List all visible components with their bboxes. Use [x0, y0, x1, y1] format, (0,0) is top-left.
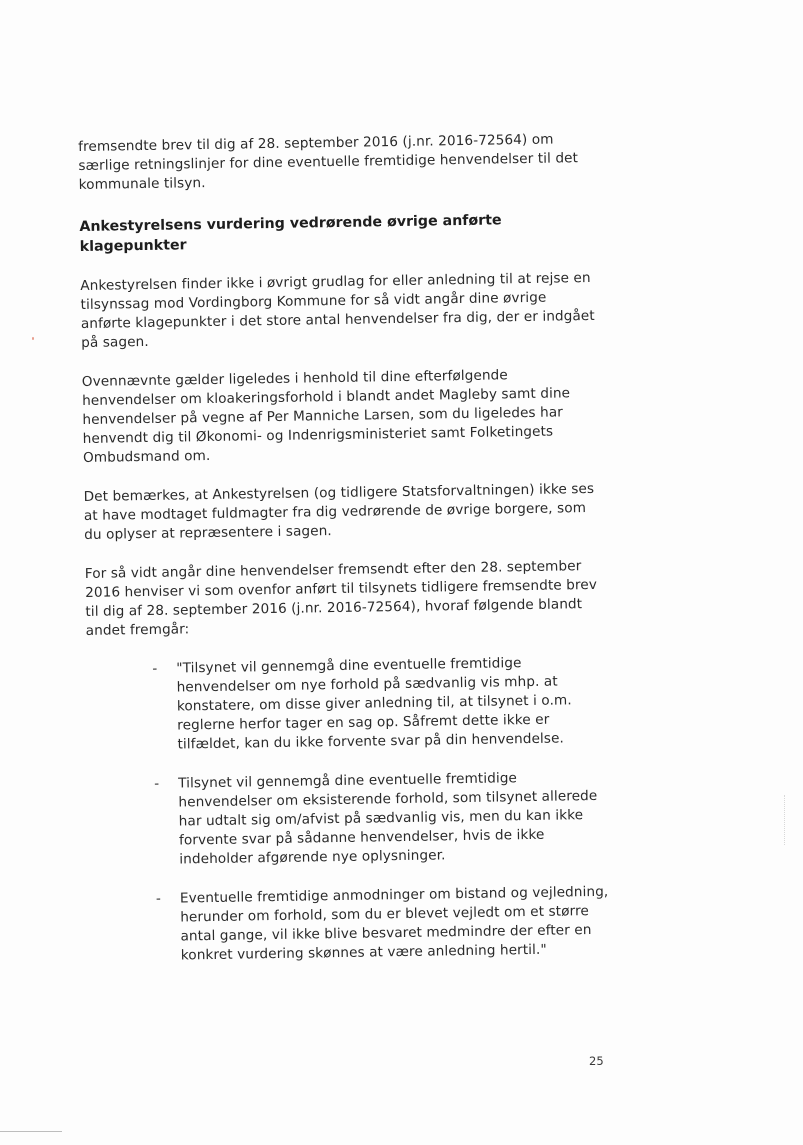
section-heading: Ankestyrelsens vurdering vedrørende øvrige anførte klagepunkter — [79, 212, 502, 255]
list-item — [90, 883, 611, 967]
paragraph-subsequent-inquiries: Ovennævnte gælder ligeledes i henhold til dine efterfølgende henvendelser om kloakeringsforhold i blandt andet Magleby samt dine henvendelser på vegne af Per Manniche Larsen, som du ligeledes har henvendt dig til Økonomi- og Indenrigsministeriet samt Folketingets Ombudsmand om. — [81, 367, 571, 466]
list-item — [88, 768, 609, 871]
footer-rule — [0, 1131, 62, 1132]
bullet-dash: - — [152, 660, 158, 677]
document-body — [78, 130, 611, 987]
bullet-dash: - — [155, 890, 162, 907]
scan-edge-marks — [784, 795, 786, 845]
paragraph-grounds: Ankestyrelsen finder ikke i øvrigt grudlag for eller anledning til at rejse en tilsynssag mod Vordingborg Kommune for så vidt angår dine øvrige anførte klagepunkter i det store antal henvendelser fra dig, der er indgået på sagen. — [80, 269, 595, 351]
intro-paragraph: fremsendte brev til dig af 28. september 2016 (j.nr. 2016-72564) om særlige retningslinjer for dine eventuelle fremtidige henvendelser til det kommunale tilsyn. — [78, 131, 579, 193]
page-number: 25 — [589, 1054, 604, 1068]
margin-speck — [32, 337, 34, 340]
list-item-text: "Tilsynet vil gennemgå dine eventuelle fremtidige henvendelser om nye forhold på sædvanlig vis mhp. at konstatere, om disse giver anledning til, at tilsynet i o.m. reglerne herfor tager en sag op. Såfremt dette ikke er tilfældet, kan du ikke forvente svar på din henvendelse. — [176, 655, 572, 753]
list-item-text: Tilsynet vil gennemgå dine eventuelle fremtidige henvendelser om eksisterende forhold, som tilsynet allerede har udtalt sig om/afvist på sædvanlig vis, men du kan ikke forvente svar på sådanne henvendelser, hvis de ikke indeholder afgørende nye oplysninger. — [178, 770, 598, 868]
list-item-text: Eventuelle fremtidige anmodninger om bistand og vejledning, herunder om forhold, som du er blevet vejledt om et større antal gange, vil ikke blive besvaret medmindre der efter en konkret vurdering skønnes at være anledning hertil." — [179, 883, 609, 964]
quoted-guidelines-list — [86, 653, 611, 967]
list-item — [86, 653, 607, 756]
paragraph-reference-letter: For så vidt angår dine henvendelser fremsendt efter den 28. september 2016 henviser vi som ovenfor anført til tilsynets tidligere fremsendte brev til dig af 28. september 2016 (j.nr. 2016-72564), hvoraf følgende blandt andet fremgår: — [84, 558, 598, 639]
bullet-dash: - — [154, 775, 160, 792]
paragraph-power-of-attorney: Det bemærkes, at Ankestyrelsen (og tidligere Statsforvaltningen) ikke ses at have modtaget fuldmagter fra dig vedrørende de øvrige borgere, som du oplyser at repræsentere i sagen. — [83, 480, 595, 543]
